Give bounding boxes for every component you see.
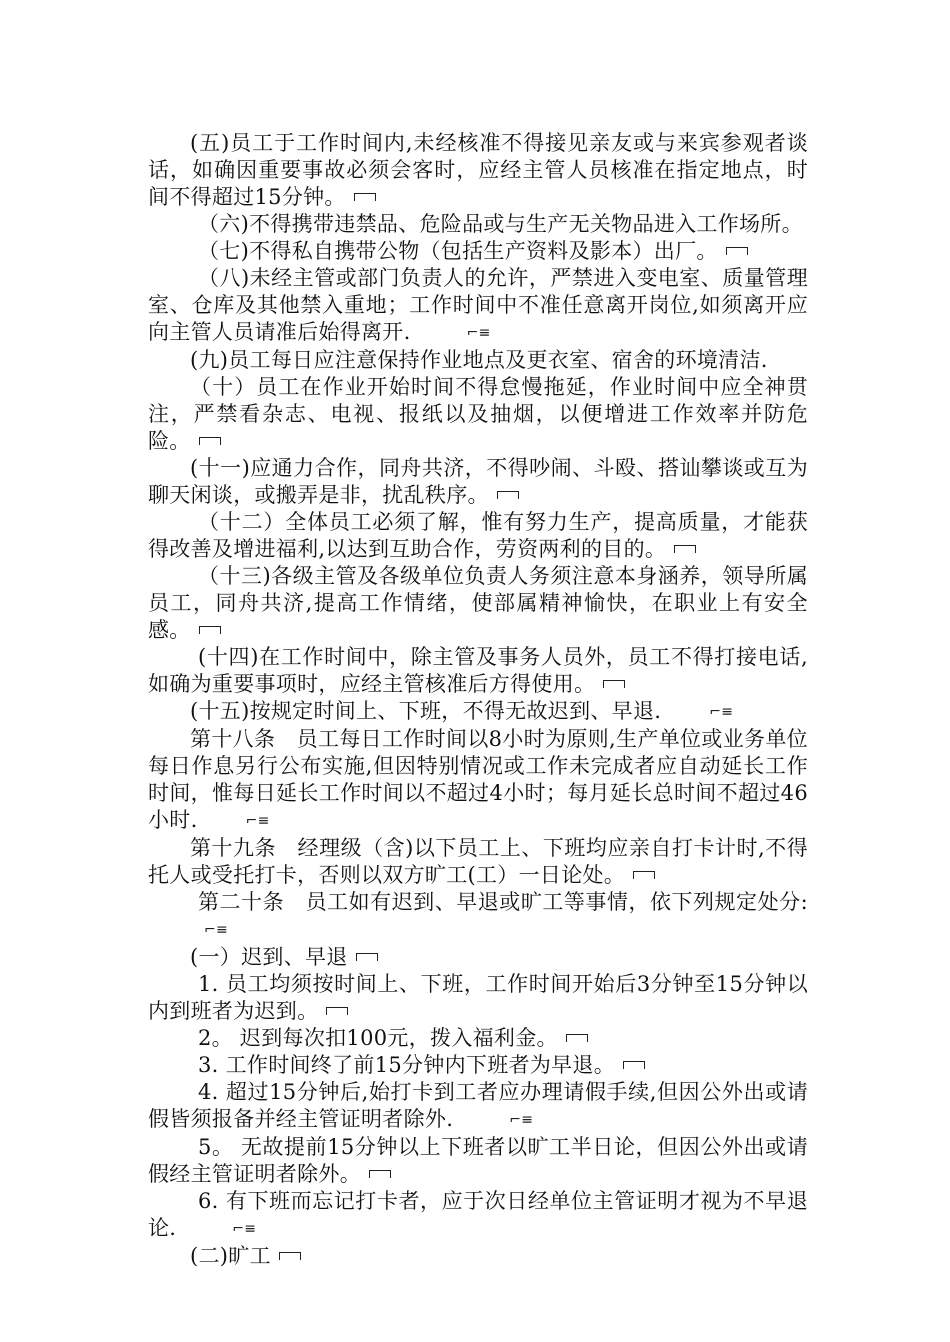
paragraph-12: （十二）全体员工必须了解，惟有努力生产，提高质量，才能获得改善及增进福利,以达到互助合作，劳资两利的目的。: [148, 510, 808, 561]
paragraph-7: （七)不得私自携带公物（包括生产资料及影本）出厂。: [148, 238, 808, 265]
paragraph-mark-icon: [354, 193, 376, 201]
article-18: 第十八条 员工每日工作时间以8小时为原则,生产单位或业务单位每日作息另行公布实施,但因特别情况或工作未完成者应自动延长工作时间，惟每日延长工作时间以不超过4小时；每月延长总时间不超过46小时. ⌐≡: [148, 726, 808, 835]
paragraph-mark-icon: [497, 491, 519, 499]
paragraph-11: (十一)应通力合作，同舟共济，不得吵闹、斗殴、搭讪攀谈或互为聊天闲谈，或搬弄是非，扰乱秩序。: [148, 456, 808, 507]
paragraph-mark-icon: [369, 1170, 391, 1178]
paragraph-9: (九)员工每日应注意保持作业地点及更衣室、宿舍的环境清洁.: [190, 348, 768, 372]
line-break-mark-icon: ⌐≡: [509, 1112, 534, 1128]
paragraph-mark-icon: [633, 871, 655, 879]
paragraph-mark-icon: [726, 247, 748, 255]
line-break-mark-icon: ⌐≡: [245, 813, 270, 829]
paragraph-mark-icon: [326, 1007, 348, 1015]
paragraph-mark-icon: [623, 1061, 645, 1069]
paragraph-mark-icon: [356, 953, 378, 961]
article-20: 第二十条 员工如有迟到、早退或旷工等事情，依下列规定处分:⌐≡: [148, 889, 808, 944]
document-body: [148, 130, 808, 1270]
paragraph-10: （十）员工在作业开始时间不得怠慢拖延，作业时间中应全神贯注，严禁看杂志、电视、报纸以及抽烟，以便增进工作效率并防危险。: [148, 375, 808, 453]
article-19: 第十九条 经理级（含)以下员工上、下班均应亲自打卡计时,不得托人或受托打卡，否则以双方旷工(工）一日论处。: [148, 836, 808, 887]
line-break-mark-icon: ⌐≡: [232, 1221, 257, 1237]
line-break-mark-icon: ⌐≡: [709, 704, 734, 720]
line-break-mark-icon: ⌐≡: [204, 922, 229, 938]
rule-4: 4. 超过15分钟后,始打卡到工者应办理请假手续,但因公外出或请假皆须报备并经主管证明者除外. ⌐≡: [148, 1079, 808, 1134]
rule-1: 1. 员工均须按时间上、下班，工作时间开始后3分钟至15分钟以内到班者为迟到。: [148, 972, 808, 1023]
paragraph-5: (五)员工于工作时间内,未经核准不得接见亲友或与来宾参观者谈话，如确因重要事故必须会客时，应经主管人员核准在指定地点，时间不得超过15分钟。: [148, 131, 808, 209]
rule-6: 6. 有下班而忘记打卡者，应于次日经单位主管证明才视为不早退论. ⌐≡: [148, 1188, 808, 1243]
paragraph-mark-icon: [279, 1252, 301, 1260]
paragraph-mark-icon: [674, 545, 696, 553]
paragraph-13: （十三)各级主管及各级单位负责人务须注意本身涵养，领导所属员工，同舟共济,提高工作情绪，使部属精神愉快，在职业上有安全感。: [148, 564, 808, 642]
paragraph-15: (十五)按规定时间上、下班，不得无故迟到、早退. ⌐≡: [148, 698, 808, 726]
paragraph-mark-icon: [603, 680, 625, 688]
paragraph-mark-icon: [199, 437, 221, 445]
paragraph-14: (十四)在工作时间中，除主管及事务人员外，员工不得打接电话,如确为重要事项时，应经主管核准后方得使用。: [148, 645, 808, 696]
rule-5: 5。 无故提前15分钟以上下班者以旷工半日论，但因公外出或请假经主管证明者除外。: [148, 1135, 808, 1186]
paragraph-mark-icon: [566, 1034, 588, 1042]
paragraph-8: （八)未经主管或部门负责人的允许，严禁进入变电室、质量管理室、仓库及其他禁入重地；工作时间中不准任意离开岗位,如须离开应向主管人员请准后始得离开. ⌐≡: [148, 265, 808, 347]
line-break-mark-icon: ⌐≡: [466, 325, 491, 341]
paragraph-mark-icon: [199, 626, 221, 634]
paragraph-6: （六)不得携带违禁品、危险品或与生产无关物品进入工作场所。: [198, 212, 803, 236]
section-late-early: (一）迟到、早退: [148, 944, 808, 971]
rule-2: 2。 迟到每次扣100元，拨入福利金。: [148, 1025, 808, 1052]
rule-3: 3. 工作时间终了前15分钟内下班者为早退。: [148, 1052, 808, 1079]
section-absence: (二)旷工: [148, 1243, 808, 1270]
